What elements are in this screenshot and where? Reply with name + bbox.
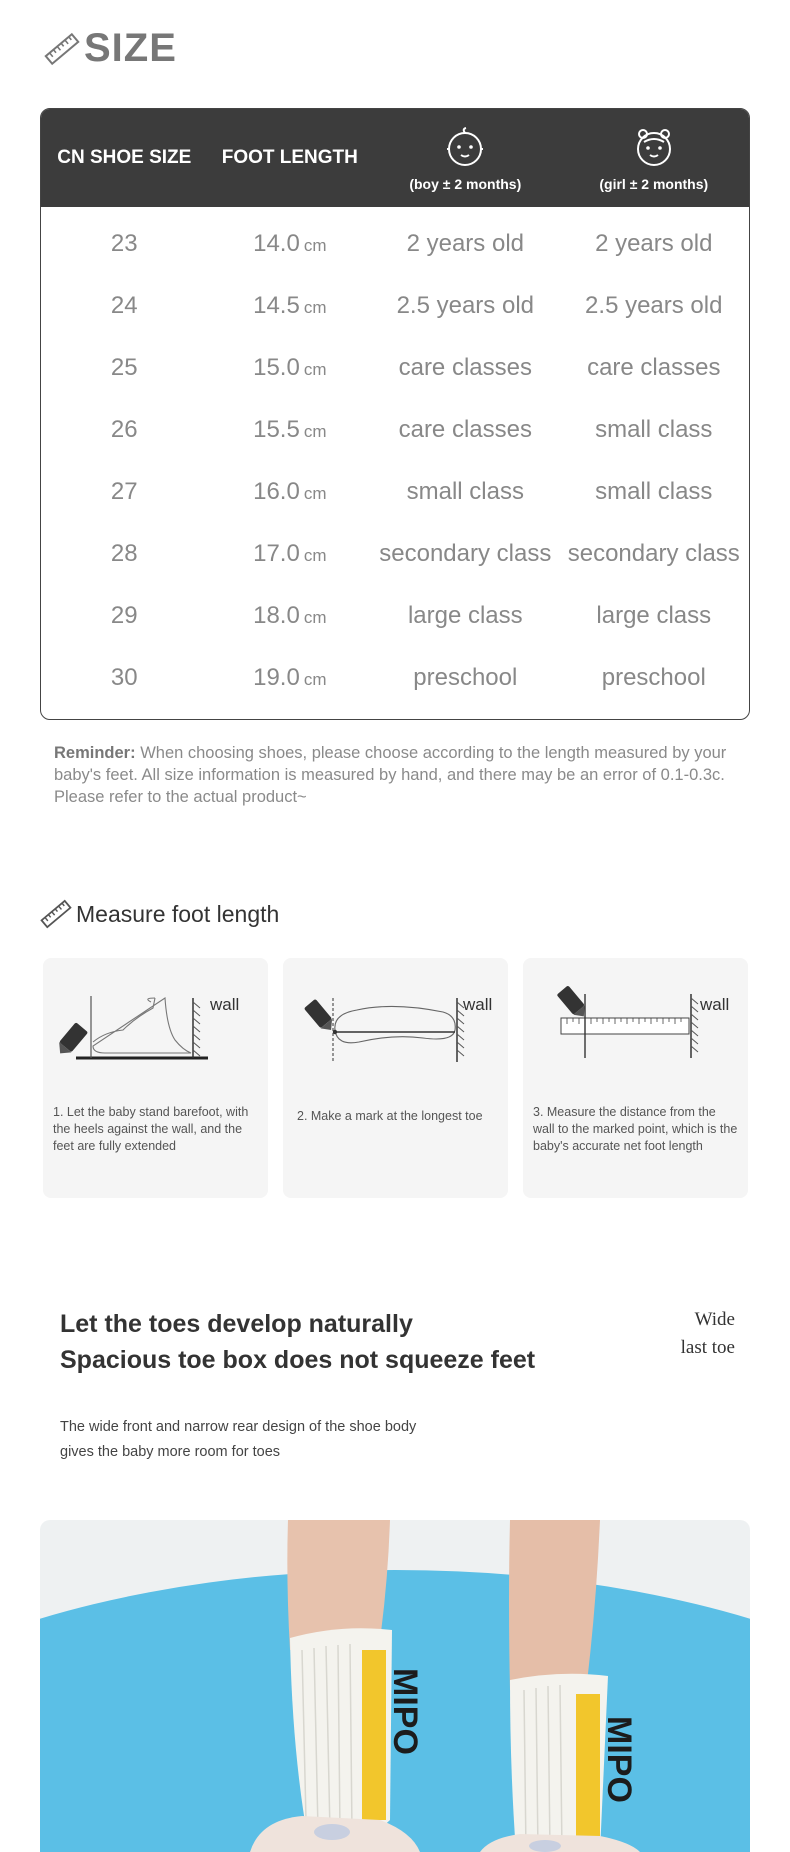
- cell-length: [208, 416, 373, 444]
- cell-length: [208, 292, 373, 320]
- boy-face-icon: [444, 126, 486, 168]
- step-card-1: [43, 958, 268, 1198]
- length-value: 17.0: [253, 540, 300, 567]
- cell-boy: care classes: [398, 416, 532, 443]
- measure-steps: [43, 958, 748, 1198]
- size-heading: [44, 26, 177, 71]
- step-2-illustration: [283, 958, 508, 1098]
- length-unit: cm: [303, 546, 327, 565]
- toes-desc-line2: gives the baby more room for toes: [60, 1444, 281, 1460]
- measure-heading: [40, 898, 279, 930]
- cell-girl: 2 years old: [595, 230, 713, 257]
- cell-boy: 2 years old: [406, 230, 524, 257]
- cell-size: 24: [110, 292, 138, 319]
- length-unit: cm: [303, 422, 327, 441]
- cell-girl: large class: [596, 602, 712, 629]
- length-unit: cm: [303, 484, 327, 503]
- cell-length: [208, 602, 373, 630]
- girl-face-icon: [633, 126, 675, 168]
- table-row: [41, 337, 749, 399]
- cell-size: 30: [110, 664, 138, 691]
- size-title: SIZE: [84, 26, 177, 70]
- length-value: 15.0: [253, 354, 300, 381]
- step-card-2: [283, 958, 508, 1198]
- header-shoe-size: CN SHOE SIZE: [57, 147, 192, 168]
- table-row: [41, 523, 749, 585]
- cell-girl: small class: [595, 478, 713, 505]
- table-row: [41, 461, 749, 523]
- header-boy: [372, 109, 558, 207]
- header-girl-label: (girl ± 2 months): [599, 176, 709, 192]
- cell-length: [208, 664, 373, 692]
- table-body: [41, 207, 749, 709]
- length-value: 18.0: [253, 602, 300, 629]
- ruler-icon: [44, 31, 80, 67]
- cell-length: [208, 540, 373, 568]
- wall-label: wall: [463, 995, 493, 1014]
- cell-size: 29: [110, 602, 138, 629]
- cell-length: [208, 230, 373, 258]
- cell-size: 23: [110, 230, 138, 257]
- table-row: [41, 399, 749, 461]
- wall-label: wall: [210, 995, 240, 1014]
- wide-last-toe-label: [660, 1306, 735, 1362]
- cell-size: 28: [110, 540, 138, 567]
- length-value: 14.5: [253, 292, 300, 319]
- cell-girl: secondary class: [567, 540, 740, 567]
- reminder-label: Reminder:: [54, 744, 136, 762]
- cell-boy: 2.5 years old: [396, 292, 534, 319]
- size-table: [40, 108, 750, 720]
- cell-boy: secondary class: [379, 540, 552, 567]
- kids-legs-socks-image: [40, 1520, 750, 1852]
- table-row: [41, 213, 749, 275]
- step-2-text: 2. Make a mark at the longest toe: [297, 1109, 483, 1123]
- step-card-3: [523, 958, 748, 1198]
- measure-title: Measure foot length: [76, 900, 280, 927]
- length-value: 19.0: [253, 664, 300, 691]
- header-boy-label: (boy ± 2 months): [409, 176, 522, 192]
- length-unit: cm: [303, 670, 327, 689]
- cell-boy: large class: [407, 602, 523, 629]
- header-foot-length: FOOT LENGTH: [221, 147, 358, 168]
- toes-desc-line1: The wide front and narrow rear design of the shoe body: [60, 1419, 417, 1435]
- table-row: [41, 585, 749, 647]
- length-value: 16.0: [253, 478, 300, 505]
- cell-girl: small class: [595, 416, 713, 443]
- product-photo: [40, 1520, 750, 1852]
- cell-boy: preschool: [413, 664, 518, 691]
- cell-length: [208, 478, 373, 506]
- table-row: [41, 647, 749, 709]
- cell-girl: care classes: [587, 354, 721, 381]
- wall-label: wall: [700, 995, 730, 1014]
- wide-label-line2: last toe: [680, 1337, 735, 1358]
- toes-title-line2: Spacious toe box does not squeeze feet: [60, 1346, 536, 1374]
- toes-title-line1: Let the toes develop naturally: [60, 1310, 413, 1338]
- cell-boy: care classes: [398, 354, 532, 381]
- length-unit: cm: [303, 360, 327, 379]
- step-3-text: 3. Measure the distance from the wall to the marked point, which is the baby's accurate net foot length: [533, 1105, 738, 1153]
- step-1-text: 1. Let the baby stand barefoot, with the heels against the wall, and the feet are fully extended: [53, 1105, 249, 1153]
- ruler-icon: [40, 898, 72, 930]
- cell-girl: preschool: [601, 664, 706, 691]
- cell-boy: small class: [406, 478, 524, 505]
- reminder-text: When choosing shoes, please choose according to the length measured by your baby's feet. All size information is measured by hand, and there may be an error of 0.1-0.3c. Please refer to the actual product~: [54, 744, 727, 806]
- length-value: 14.0: [253, 230, 300, 257]
- sock-brand-text-right: MIPO: [600, 1716, 638, 1803]
- table-header: [41, 109, 749, 207]
- step-3-illustration: [523, 958, 748, 1098]
- header-girl: [559, 109, 749, 207]
- length-unit: cm: [303, 236, 327, 255]
- sock-brand-text-left: MIPO: [386, 1668, 424, 1755]
- cell-size: 25: [110, 354, 138, 381]
- toes-title: [60, 1306, 535, 1378]
- wide-label-line1: Wide: [694, 1309, 735, 1330]
- length-unit: cm: [303, 298, 327, 317]
- cell-girl: 2.5 years old: [585, 292, 723, 319]
- length-value: 15.5: [253, 416, 300, 443]
- table-row: [41, 275, 749, 337]
- reminder-note: [54, 742, 744, 808]
- length-unit: cm: [303, 608, 327, 627]
- cell-length: [208, 354, 373, 382]
- cell-size: 27: [110, 478, 138, 505]
- toes-description: [60, 1415, 480, 1465]
- step-1-illustration: [43, 958, 268, 1098]
- cell-size: 26: [110, 416, 138, 443]
